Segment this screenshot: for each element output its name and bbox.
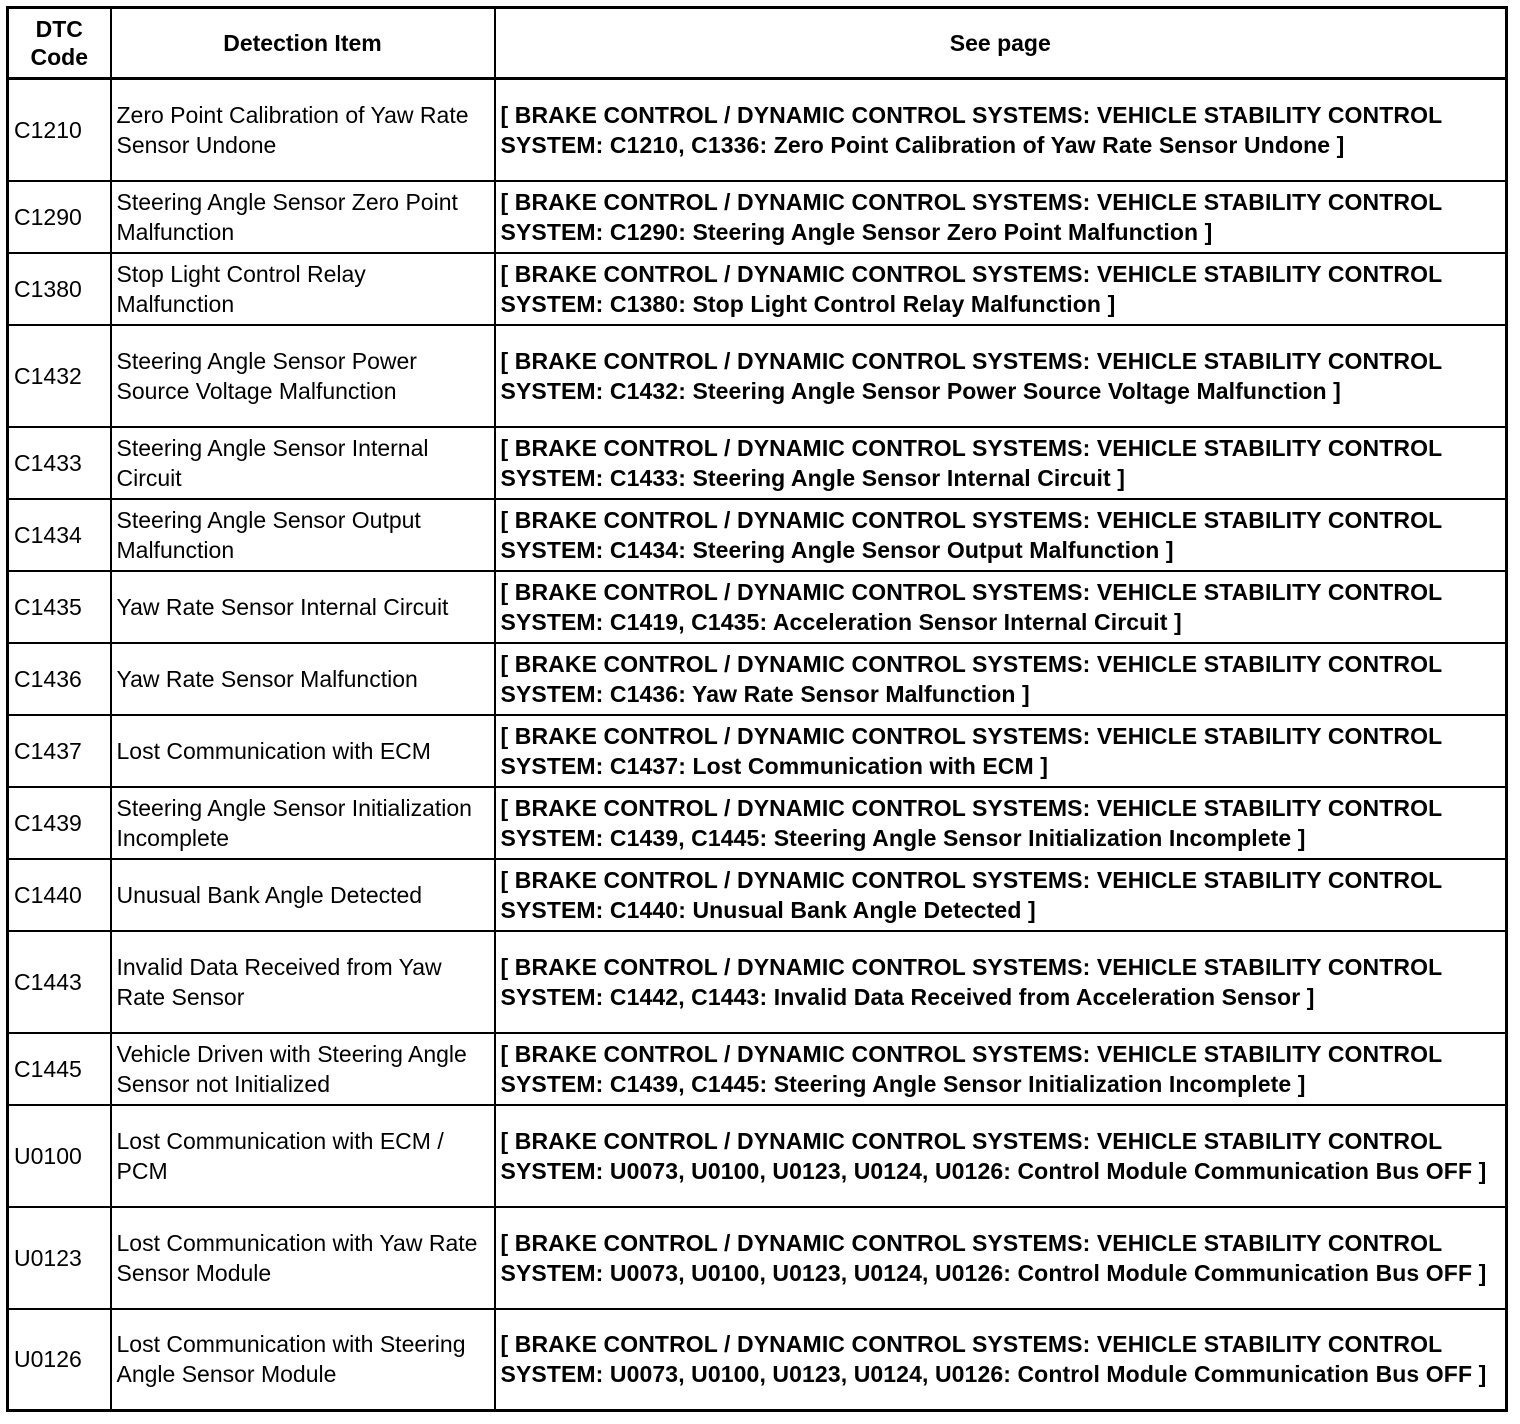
dtc-code-cell: C1433 [8, 427, 111, 499]
table-row [8, 1105, 1507, 1207]
dtc-code-cell: C1439 [8, 787, 111, 859]
header-detection-item: Detection Item [111, 8, 495, 79]
see-page-cell: [ BRAKE CONTROL / DYNAMIC CONTROL SYSTEMS: VEHICLE STABILITY CONTROL SYSTEM: U0073, U0100, U0123, U0124, U0126: Control Module Communication Bus OFF ] [495, 1207, 1507, 1309]
see-page-cell: [ BRAKE CONTROL / DYNAMIC CONTROL SYSTEMS: VEHICLE STABILITY CONTROL SYSTEM: C1439, C1445: Steering Angle Sensor Initialization Incomplete ] [495, 787, 1507, 859]
dtc-code-cell: C1445 [8, 1033, 111, 1105]
detection-item-cell: Invalid Data Received from Yaw Rate Sensor [111, 931, 495, 1033]
see-page-cell: [ BRAKE CONTROL / DYNAMIC CONTROL SYSTEMS: VEHICLE STABILITY CONTROL SYSTEM: C1290: Steering Angle Sensor Zero Point Malfunction ] [495, 181, 1507, 253]
dtc-code-cell: C1434 [8, 499, 111, 571]
detection-item-cell: Vehicle Driven with Steering Angle Sensor not Initialized [111, 1033, 495, 1105]
dtc-code-cell: C1432 [8, 325, 111, 427]
dtc-code-cell: U0123 [8, 1207, 111, 1309]
table-body [8, 79, 1507, 1411]
detection-item-cell: Lost Communication with Steering Angle Sensor Module [111, 1309, 495, 1411]
detection-item-cell: Yaw Rate Sensor Internal Circuit [111, 571, 495, 643]
header-dtc-code: DTC Code [8, 8, 111, 79]
detection-item-cell: Unusual Bank Angle Detected [111, 859, 495, 931]
header-see-page: See page [495, 8, 1507, 79]
detection-item-cell: Lost Communication with Yaw Rate Sensor Module [111, 1207, 495, 1309]
dtc-code-cell: C1440 [8, 859, 111, 931]
see-page-cell: [ BRAKE CONTROL / DYNAMIC CONTROL SYSTEMS: VEHICLE STABILITY CONTROL SYSTEM: C1210, C1336: Zero Point Calibration of Yaw Rate Sensor Undone ] [495, 79, 1507, 181]
table-row [8, 643, 1507, 715]
table-row [8, 1309, 1507, 1411]
dtc-code-cell: C1443 [8, 931, 111, 1033]
detection-item-cell: Steering Angle Sensor Power Source Voltage Malfunction [111, 325, 495, 427]
dtc-code-cell: U0100 [8, 1105, 111, 1207]
dtc-code-cell: C1290 [8, 181, 111, 253]
table-row [8, 325, 1507, 427]
detection-item-cell: Stop Light Control Relay Malfunction [111, 253, 495, 325]
table-header-row [8, 8, 1507, 79]
detection-item-cell: Lost Communication with ECM [111, 715, 495, 787]
see-page-cell: [ BRAKE CONTROL / DYNAMIC CONTROL SYSTEMS: VEHICLE STABILITY CONTROL SYSTEM: C1432: Steering Angle Sensor Power Source Voltage Malfunction ] [495, 325, 1507, 427]
see-page-cell: [ BRAKE CONTROL / DYNAMIC CONTROL SYSTEMS: VEHICLE STABILITY CONTROL SYSTEM: C1419, C1435: Acceleration Sensor Internal Circuit ] [495, 571, 1507, 643]
see-page-cell: [ BRAKE CONTROL / DYNAMIC CONTROL SYSTEMS: VEHICLE STABILITY CONTROL SYSTEM: C1380: Stop Light Control Relay Malfunction ] [495, 253, 1507, 325]
table-row [8, 181, 1507, 253]
detection-item-cell: Steering Angle Sensor Internal Circuit [111, 427, 495, 499]
see-page-cell: [ BRAKE CONTROL / DYNAMIC CONTROL SYSTEMS: VEHICLE STABILITY CONTROL SYSTEM: C1442, C1443: Invalid Data Received from Acceleration Sensor ] [495, 931, 1507, 1033]
table-row [8, 1207, 1507, 1309]
table-row [8, 571, 1507, 643]
dtc-table [6, 6, 1508, 1412]
dtc-code-cell: C1210 [8, 79, 111, 181]
see-page-cell: [ BRAKE CONTROL / DYNAMIC CONTROL SYSTEMS: VEHICLE STABILITY CONTROL SYSTEM: C1433: Steering Angle Sensor Internal Circuit ] [495, 427, 1507, 499]
detection-item-cell: Steering Angle Sensor Output Malfunction [111, 499, 495, 571]
dtc-code-cell: C1437 [8, 715, 111, 787]
dtc-code-cell: C1436 [8, 643, 111, 715]
see-page-cell: [ BRAKE CONTROL / DYNAMIC CONTROL SYSTEMS: VEHICLE STABILITY CONTROL SYSTEM: C1437: Lost Communication with ECM ] [495, 715, 1507, 787]
see-page-cell: [ BRAKE CONTROL / DYNAMIC CONTROL SYSTEMS: VEHICLE STABILITY CONTROL SYSTEM: U0073, U0100, U0123, U0124, U0126: Control Module Communication Bus OFF ] [495, 1105, 1507, 1207]
see-page-cell: [ BRAKE CONTROL / DYNAMIC CONTROL SYSTEMS: VEHICLE STABILITY CONTROL SYSTEM: U0073, U0100, U0123, U0124, U0126: Control Module Communication Bus OFF ] [495, 1309, 1507, 1411]
see-page-cell: [ BRAKE CONTROL / DYNAMIC CONTROL SYSTEMS: VEHICLE STABILITY CONTROL SYSTEM: C1439, C1445: Steering Angle Sensor Initialization Incomplete ] [495, 1033, 1507, 1105]
table-row [8, 253, 1507, 325]
detection-item-cell: Steering Angle Sensor Zero Point Malfunction [111, 181, 495, 253]
detection-item-cell: Zero Point Calibration of Yaw Rate Sensor Undone [111, 79, 495, 181]
detection-item-cell: Steering Angle Sensor Initialization Incomplete [111, 787, 495, 859]
table-row [8, 499, 1507, 571]
table-row [8, 787, 1507, 859]
detection-item-cell: Yaw Rate Sensor Malfunction [111, 643, 495, 715]
table-row [8, 427, 1507, 499]
table-row [8, 931, 1507, 1033]
table-row [8, 715, 1507, 787]
see-page-cell: [ BRAKE CONTROL / DYNAMIC CONTROL SYSTEMS: VEHICLE STABILITY CONTROL SYSTEM: C1436: Yaw Rate Sensor Malfunction ] [495, 643, 1507, 715]
see-page-cell: [ BRAKE CONTROL / DYNAMIC CONTROL SYSTEMS: VEHICLE STABILITY CONTROL SYSTEM: C1440: Unusual Bank Angle Detected ] [495, 859, 1507, 931]
table-row [8, 1033, 1507, 1105]
detection-item-cell: Lost Communication with ECM / PCM [111, 1105, 495, 1207]
table-row [8, 859, 1507, 931]
see-page-cell: [ BRAKE CONTROL / DYNAMIC CONTROL SYSTEMS: VEHICLE STABILITY CONTROL SYSTEM: C1434: Steering Angle Sensor Output Malfunction ] [495, 499, 1507, 571]
dtc-code-cell: C1380 [8, 253, 111, 325]
dtc-code-cell: U0126 [8, 1309, 111, 1411]
table-row [8, 79, 1507, 181]
dtc-code-cell: C1435 [8, 571, 111, 643]
